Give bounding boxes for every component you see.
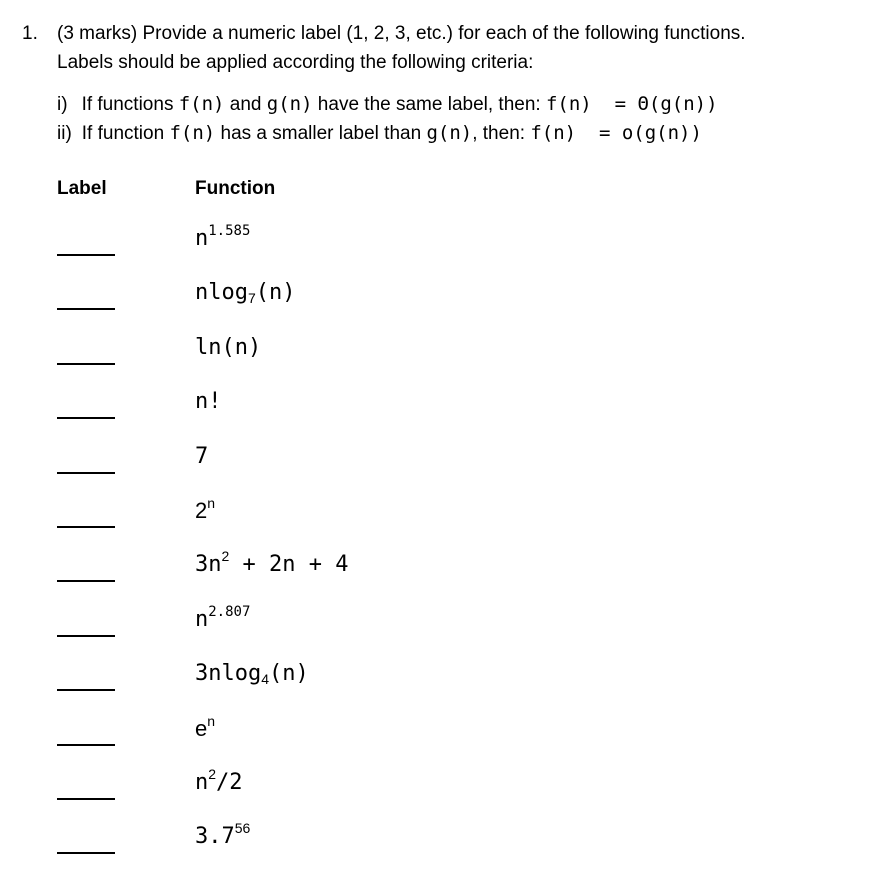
criterion-2-text-c: , then: [472, 123, 531, 144]
function-base: n! [195, 389, 222, 415]
function-row [0, 277, 873, 317]
function-subscript: 4 [261, 671, 270, 688]
criterion-2-f: f(n) [169, 122, 216, 144]
function-expression [195, 821, 250, 854]
function-base: nlog [195, 280, 248, 306]
question-number: 1. [22, 23, 38, 44]
function-row [0, 713, 873, 753]
function-tail: + 2n + 4 [229, 552, 349, 578]
label-answer-blank[interactable] [57, 308, 115, 310]
function-row [0, 332, 873, 372]
function-superscript: 2 [221, 548, 230, 565]
label-answer-blank[interactable] [57, 689, 115, 691]
criterion-1-relation: f(n) = Θ(g(n)) [545, 93, 718, 115]
function-superscript: 2.807 [208, 603, 251, 620]
criterion-2-g: g(n) [426, 122, 473, 144]
label-answer-blank[interactable] [57, 472, 115, 474]
criterion-1-f: f(n) [178, 93, 225, 115]
label-answer-blank[interactable] [57, 254, 115, 256]
question-instructions: Labels should be applied according the following criteria: [57, 52, 534, 73]
criterion-2 [57, 121, 702, 146]
criterion-1-text-b: and [224, 94, 267, 115]
criterion-2-text-a: If function [81, 123, 170, 144]
function-subscript: 7 [247, 290, 256, 307]
function-expression [195, 767, 243, 800]
function-tail: (n) [255, 280, 296, 306]
function-superscript: 56 [234, 820, 251, 837]
function-superscript: 2 [208, 766, 217, 782]
function-tail: /2 [216, 770, 243, 795]
label-answer-blank[interactable] [57, 852, 115, 854]
function-row [0, 821, 873, 861]
function-base: e [195, 715, 208, 741]
function-row [0, 441, 873, 481]
function-base: 7 [195, 443, 209, 469]
function-expression [195, 277, 296, 310]
function-expression [195, 713, 215, 747]
criterion-1-text-c: have the same label, then: [312, 94, 546, 115]
label-answer-blank[interactable] [57, 580, 115, 582]
function-row [0, 604, 873, 644]
function-expression [195, 332, 261, 364]
function-expression [195, 495, 215, 529]
label-answer-blank[interactable] [57, 417, 115, 419]
function-row [0, 223, 873, 263]
function-expression [195, 658, 309, 691]
function-expression [195, 386, 222, 418]
label-answer-blank[interactable] [57, 744, 115, 746]
function-superscript: n [207, 495, 216, 511]
label-answer-blank[interactable] [57, 635, 115, 637]
function-superscript: 1.585 [208, 223, 251, 239]
function-expression [195, 604, 250, 638]
function-row [0, 767, 873, 807]
criterion-2-marker: ii) [57, 123, 72, 144]
function-base: n [195, 226, 209, 251]
function-base: ln(n) [195, 334, 262, 360]
function-row [0, 495, 873, 535]
function-tail: (n) [269, 661, 309, 687]
function-base: 3.7 [195, 824, 235, 850]
label-column-header: Label [57, 178, 107, 199]
criterion-1-text-a: If functions [81, 94, 179, 115]
function-row [0, 658, 873, 698]
function-base: 3nlog [195, 661, 262, 687]
label-answer-blank[interactable] [57, 798, 115, 800]
label-answer-blank[interactable] [57, 526, 115, 528]
function-column-header: Function [195, 178, 276, 199]
criterion-2-relation: f(n) = o(g(n)) [530, 122, 702, 144]
function-superscript: n [207, 712, 216, 729]
function-row [0, 549, 873, 589]
criterion-1-g: g(n) [266, 93, 313, 115]
label-answer-blank[interactable] [57, 363, 115, 365]
function-row [0, 386, 873, 426]
criterion-1 [57, 92, 718, 117]
function-expression [195, 549, 349, 582]
function-expression [195, 441, 208, 473]
function-base: n [195, 770, 209, 795]
function-expression [195, 223, 250, 257]
function-base: 3n [195, 552, 222, 578]
function-base: n [195, 606, 209, 632]
criterion-2-text-b: has a smaller label than [215, 123, 427, 144]
criterion-1-marker: i) [57, 94, 68, 115]
question-prompt: (3 marks) Provide a numeric label (1, 2, 3, etc.) for each of the following functions. [57, 23, 746, 44]
function-base: 2 [195, 498, 208, 523]
